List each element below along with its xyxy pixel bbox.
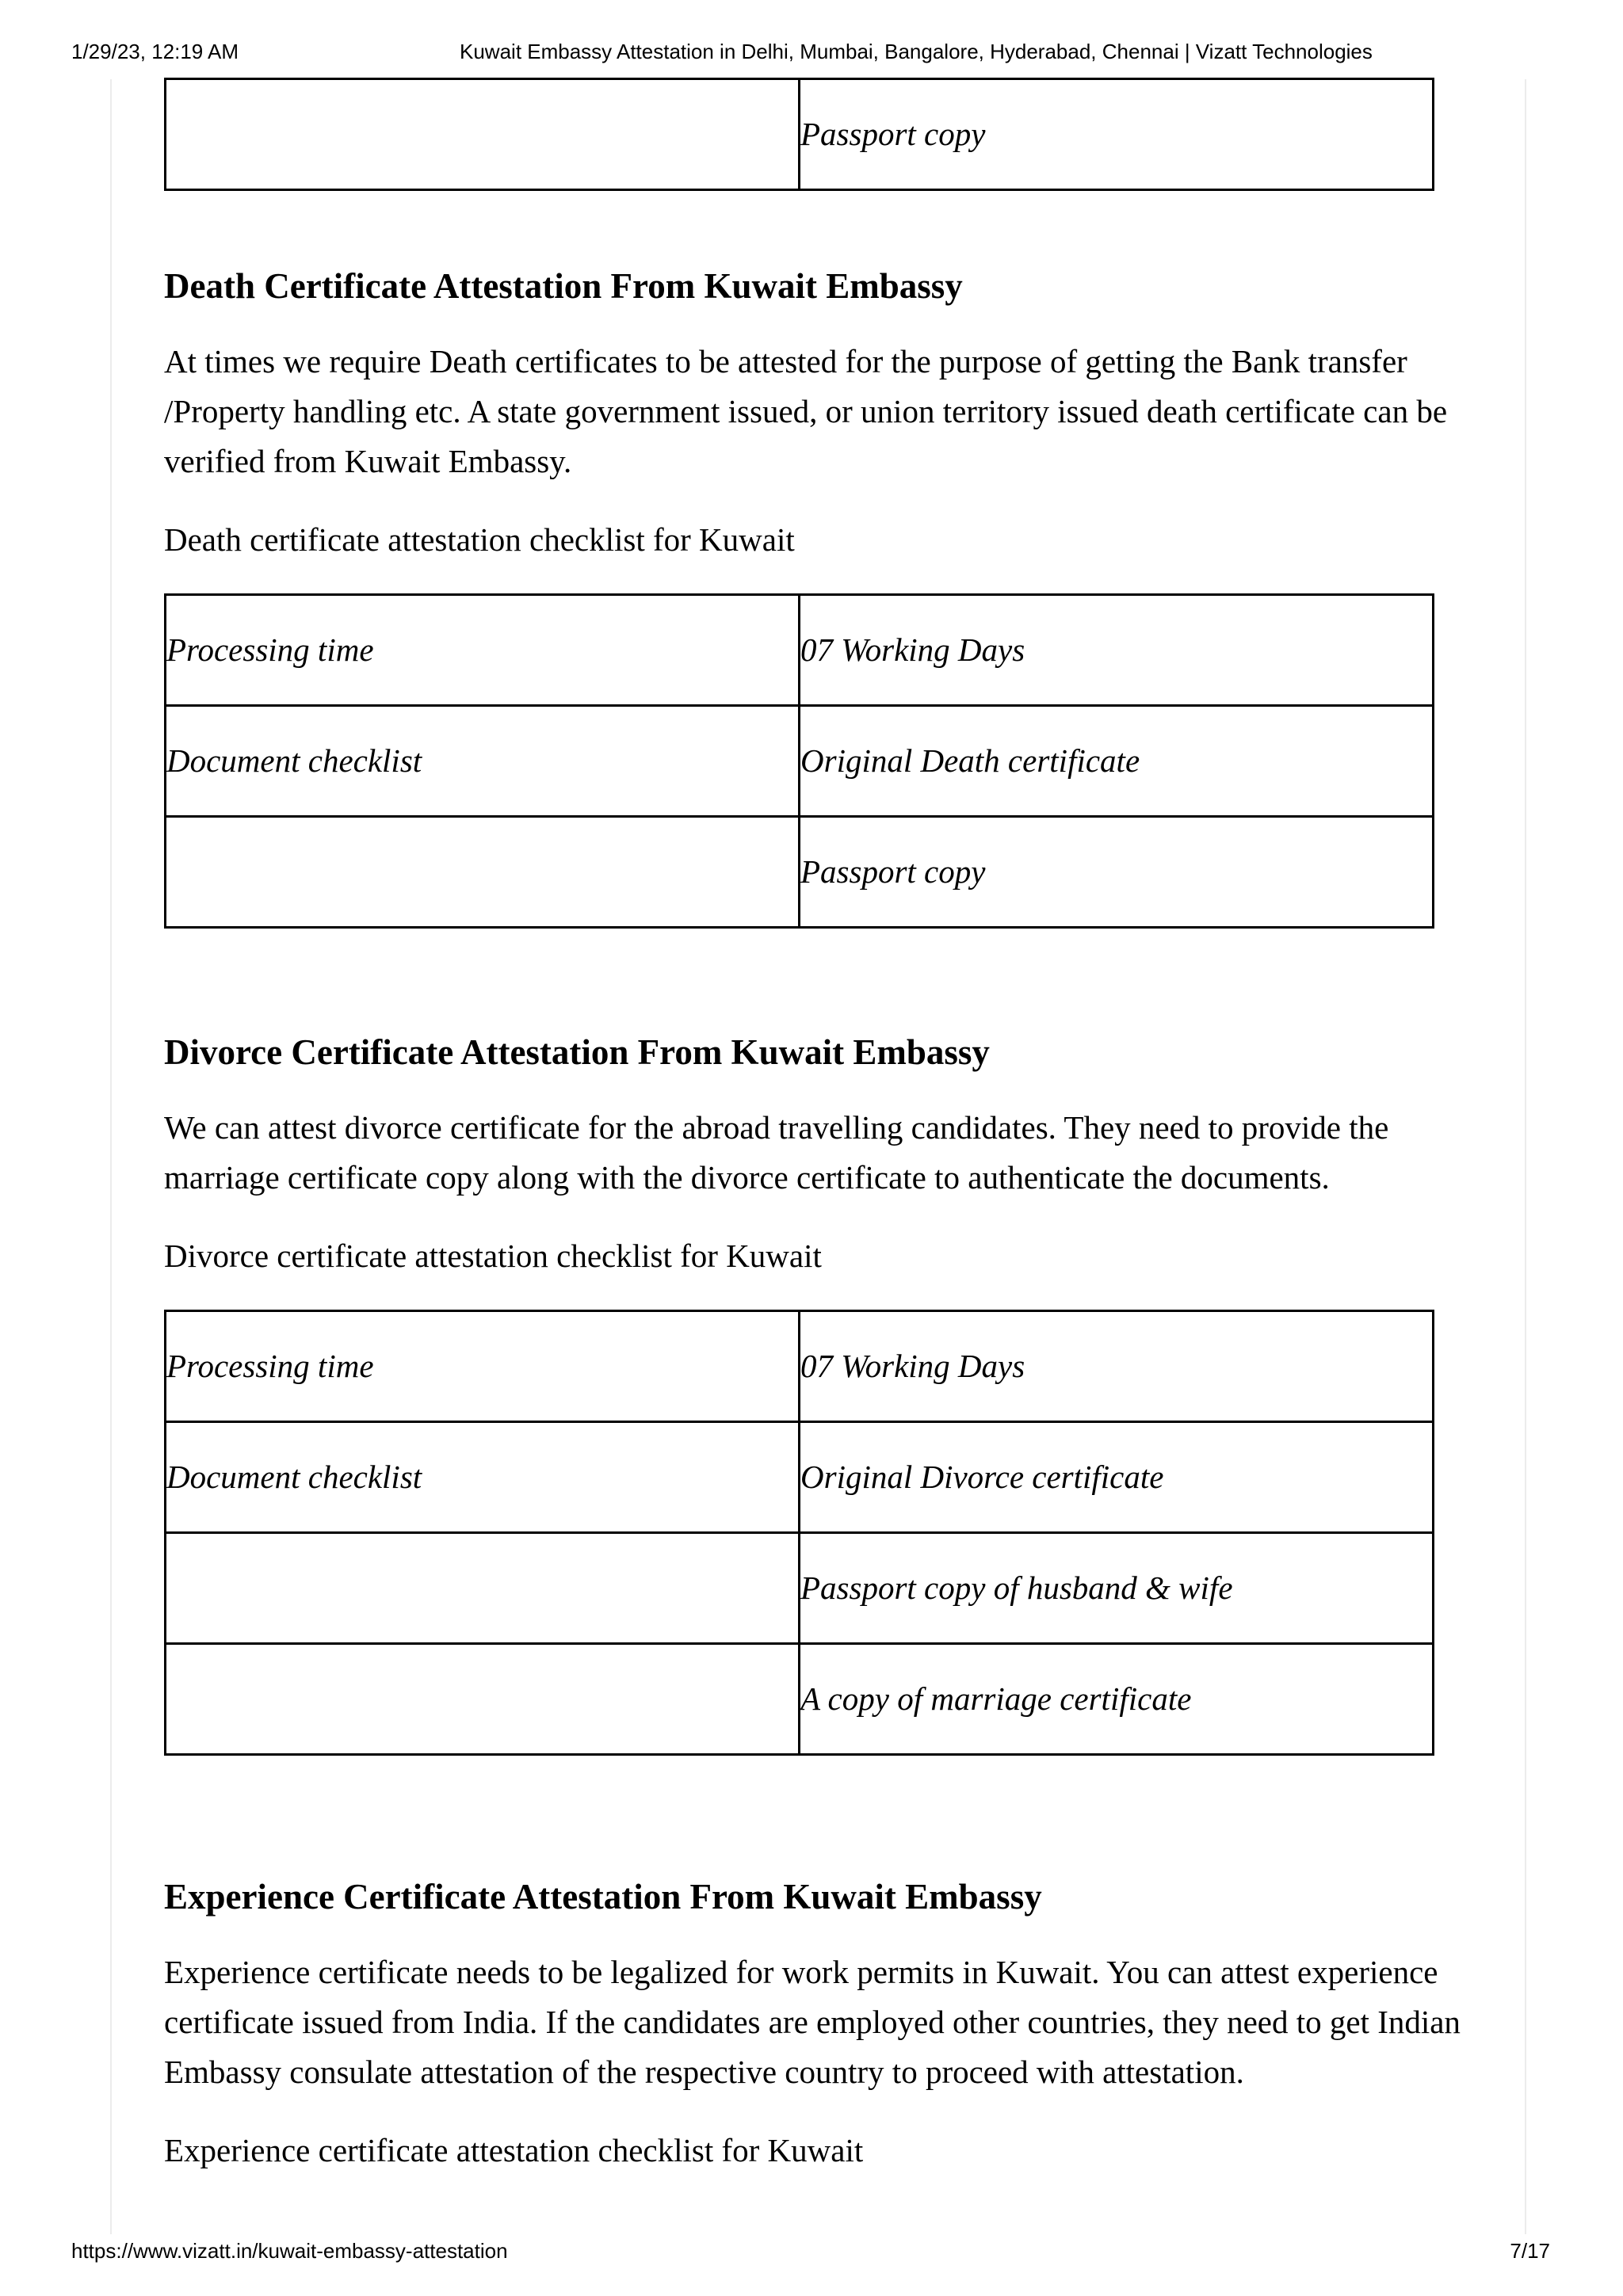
table-cell [166,1533,800,1644]
table-cell: Original Divorce certificate [800,1422,1434,1533]
article-content [164,78,1480,2176]
divorce-checklist-table [164,1310,1434,1756]
table-row [166,1644,1434,1755]
table-cell: Passport copy [800,817,1434,928]
table-row [166,817,1434,928]
table-cell: 07 Working Days [800,595,1434,706]
experience-certificate-paragraph: Experience certificate needs to be legalized for work permits in Kuwait. You can attest experience certificate issued from India. If the candidates are employed other countries, they need to get Indian Embassy consulate attestation of the respective country to proceed with attestation. [164,1954,1461,2090]
table-cell: 07 Working Days [800,1311,1434,1422]
top-checklist-table [164,78,1434,191]
table-row [166,1311,1434,1422]
table-cell [166,79,800,190]
table-cell: Original Death certificate [800,706,1434,817]
table-cell: Passport copy [800,79,1434,190]
experience-checklist-intro: Experience certificate attestation checklist for Kuwait [164,2132,864,2168]
table-cell: Document checklist [166,706,800,817]
table-cell: Processing time [166,595,800,706]
death-certificate-paragraph: At times we require Death certificates to be attested for the purpose of getting the Bank transfer /Property handling etc. A state government issued, or union territory issued death certificate can be verified from Kuwait Embassy. [164,343,1448,479]
print-header [0,40,1623,67]
death-certificate-heading: Death Certificate Attestation From Kuwait Embassy [164,266,963,306]
table-cell [166,1644,800,1755]
print-footer [0,2239,1623,2266]
death-checklist-table [164,593,1434,929]
table-row [166,595,1434,706]
page-left-border [110,79,112,2234]
print-url: https://www.vizatt.in/kuwait-embassy-attestation [71,2239,508,2263]
divorce-checklist-intro: Divorce certificate attestation checklist for Kuwait [164,1238,822,1274]
table-cell: Document checklist [166,1422,800,1533]
table-cell: A copy of marriage certificate [800,1644,1434,1755]
table-cell [166,817,800,928]
page-number: 7/17 [1510,2239,1550,2263]
page-right-border [1525,79,1526,2234]
table-cell: Processing time [166,1311,800,1422]
table-row [166,1422,1434,1533]
divorce-certificate-paragraph: We can attest divorce certificate for the abroad travelling candidates. They need to provide the marriage certificate copy along with the divorce certificate to authenticate the documents. [164,1109,1389,1196]
print-date: 1/29/23, 12:19 AM [71,40,239,63]
death-checklist-intro: Death certificate attestation checklist for Kuwait [164,521,795,558]
table-row [166,1533,1434,1644]
table-row [166,79,1434,190]
table-row [166,706,1434,817]
divorce-certificate-heading: Divorce Certificate Attestation From Kuwait Embassy [164,1032,990,1072]
experience-certificate-heading: Experience Certificate Attestation From Kuwait Embassy [164,1877,1042,1917]
table-cell: Passport copy of husband & wife [800,1533,1434,1644]
print-page-title: Kuwait Embassy Attestation in Delhi, Mumbai, Bangalore, Hyderabad, Chennai | Vizatt Technologies [460,40,1373,63]
